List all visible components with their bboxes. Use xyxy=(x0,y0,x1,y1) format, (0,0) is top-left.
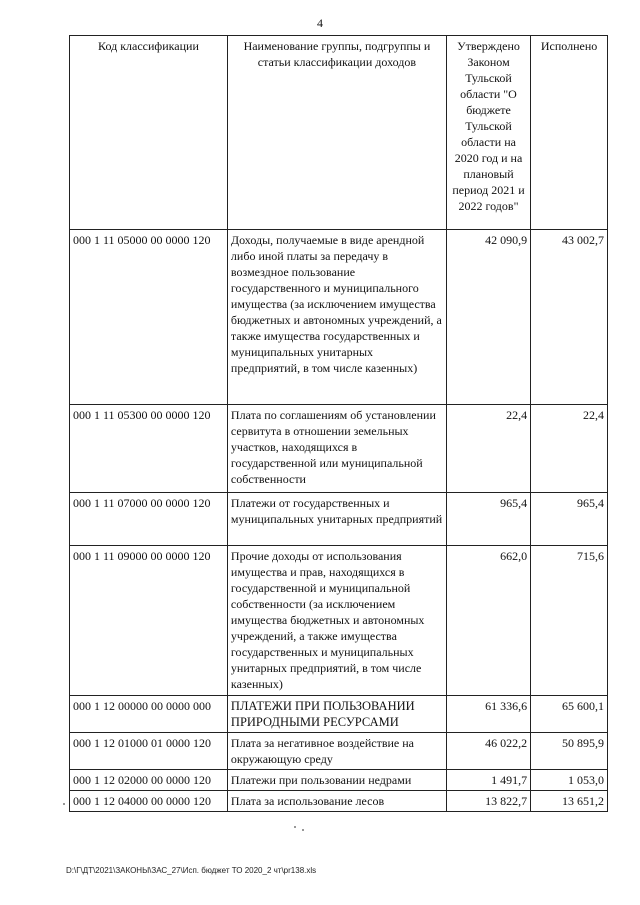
table-row xyxy=(70,791,608,812)
row-name: Плата за использование лесов xyxy=(227,791,446,812)
row-approved: 13 822,7 xyxy=(446,791,530,812)
row-executed: 715,6 xyxy=(531,546,608,696)
row-approved: 1 491,7 xyxy=(446,770,530,791)
row-approved: 46 022,2 xyxy=(446,733,530,770)
row-name: Плата за негативное воздействие на окружающую среду xyxy=(227,733,446,770)
row-name: Прочие доходы от использования имущества и прав, находящихся в государственной и муниципальной собственности (за исключением имущества бюджетных и автономных учреждений, а также имущества государственных и муниципальных унитарных предприятий, в том числе казенных) xyxy=(227,546,446,696)
table-row xyxy=(70,546,608,696)
scan-speck xyxy=(63,803,65,805)
row-name: ПЛАТЕЖИ ПРИ ПОЛЬЗОВАНИИ ПРИРОДНЫМИ РЕСУРСАМИ xyxy=(227,696,446,733)
row-name: Платежи от государственных и муниципальных унитарных предприятий xyxy=(227,493,446,546)
row-code: 000 1 11 05000 00 0000 120 xyxy=(70,230,228,405)
row-executed: 22,4 xyxy=(531,405,608,493)
row-code: 000 1 12 00000 00 0000 000 xyxy=(70,696,228,733)
row-name: Плата по соглашениям об установлении сервитута в отношении земельных участков, находящихся в государственной или муниципальной собственности xyxy=(227,405,446,493)
row-approved: 22,4 xyxy=(446,405,530,493)
header-name: Наименование группы, подгруппы и статьи классификации доходов xyxy=(227,36,446,230)
header-code: Код классификации xyxy=(70,36,228,230)
row-executed: 43 002,7 xyxy=(531,230,608,405)
row-code: 000 1 11 05300 00 0000 120 xyxy=(70,405,228,493)
revenue-table xyxy=(69,35,608,812)
header-approved: Утверждено Законом Тульской области "О бюджете Тульской области на 2020 год и на плановый период 2021 и 2022 годов" xyxy=(446,36,530,230)
table-row xyxy=(70,770,608,791)
row-name: Платежи при пользовании недрами xyxy=(227,770,446,791)
row-executed: 965,4 xyxy=(531,493,608,546)
scan-speck xyxy=(294,826,296,828)
table-row xyxy=(70,493,608,546)
row-executed: 13 651,2 xyxy=(531,791,608,812)
row-code: 000 1 11 09000 00 0000 120 xyxy=(70,546,228,696)
page-number: 4 xyxy=(317,16,323,30)
table-row xyxy=(70,230,608,405)
row-code: 000 1 12 02000 00 0000 120 xyxy=(70,770,228,791)
row-executed: 1 053,0 xyxy=(531,770,608,791)
row-name: Доходы, получаемые в виде арендной либо иной платы за передачу в возмездное пользование государственного и муниципального имущества (за исключением имущества бюджетных и автономных учреждений, а также имущества государственных и муниципальных унитарных предприятий, в том числе казенных) xyxy=(227,230,446,405)
row-executed: 50 895,9 xyxy=(531,733,608,770)
table-row xyxy=(70,696,608,733)
table-row xyxy=(70,733,608,770)
row-code: 000 1 11 07000 00 0000 120 xyxy=(70,493,228,546)
file-path-footer: D:\Г\ДТ\2021\ЗАКОНЫ\ЗАС_27\Исп. бюджет ТО 2020_2 чт\pr138.xls xyxy=(66,866,317,875)
header-row xyxy=(70,36,608,230)
row-code: 000 1 12 01000 01 0000 120 xyxy=(70,733,228,770)
row-approved: 61 336,6 xyxy=(446,696,530,733)
row-approved: 662,0 xyxy=(446,546,530,696)
row-code: 000 1 12 04000 00 0000 120 xyxy=(70,791,228,812)
row-approved: 42 090,9 xyxy=(446,230,530,405)
row-approved: 965,4 xyxy=(446,493,530,546)
scan-speck xyxy=(302,829,304,831)
row-executed: 65 600,1 xyxy=(531,696,608,733)
table-row xyxy=(70,405,608,493)
header-executed: Исполнено xyxy=(531,36,608,230)
